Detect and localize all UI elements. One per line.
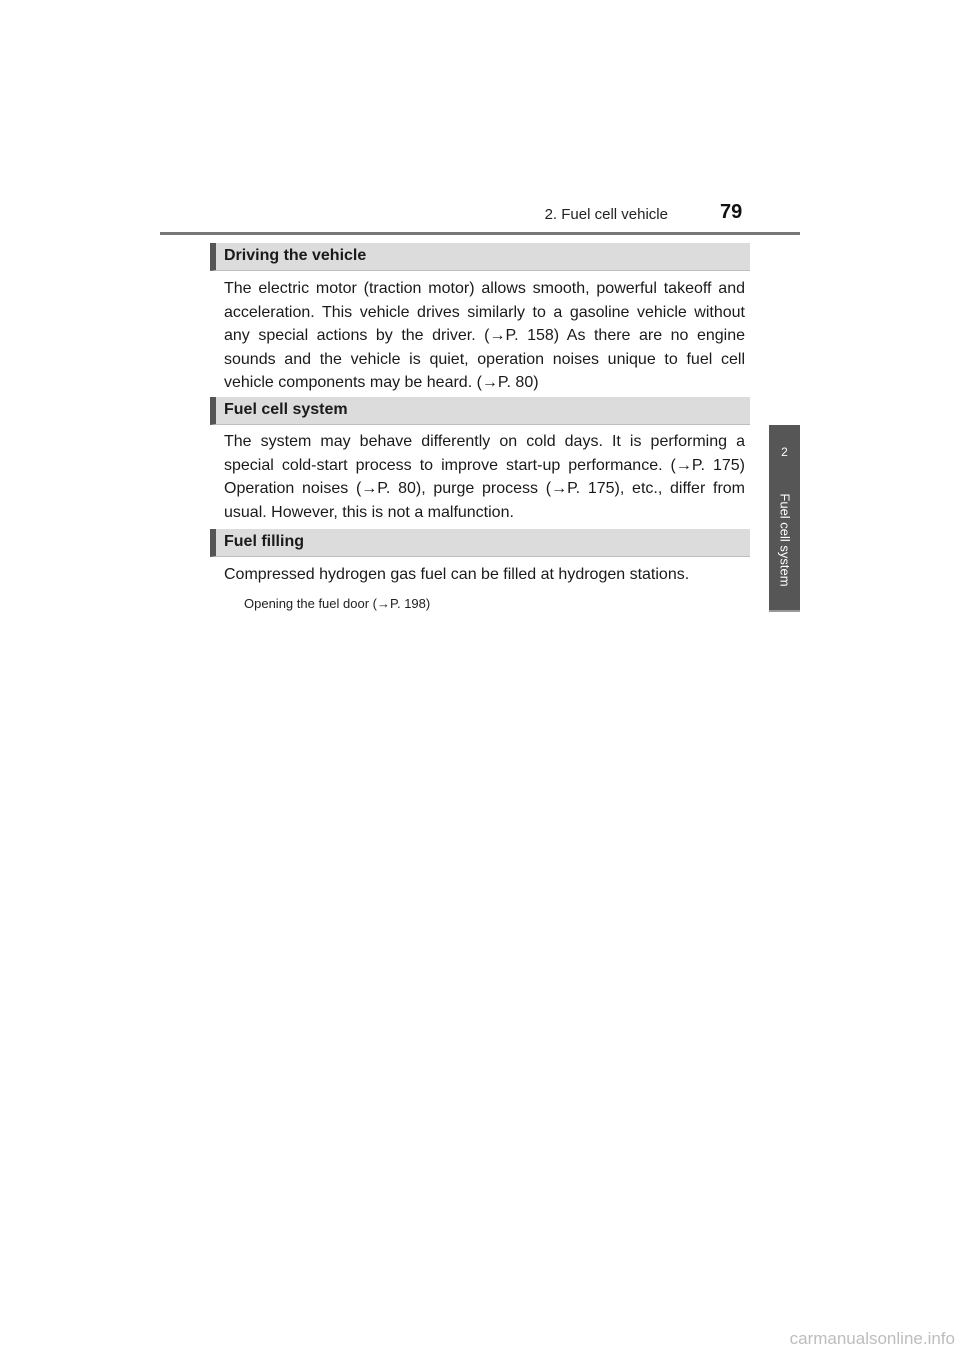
header-divider [160, 232, 800, 235]
chapter-side-tab [769, 425, 800, 612]
section-body-fuel-filling: Compressed hydrogen gas fuel can be filled at hydrogen stations. [224, 566, 690, 583]
fuel-door-reference: Opening the fuel door (→P. 198) [244, 596, 431, 611]
chapter-title: 2. Fuel cell vehicle [544, 206, 668, 223]
section-body-fuel-cell-system: The system may behave differently on cold days. It is performing a special cold-start process to improve start-up performance. (→P. 175) Operation noises (→P. 80), purge process (→P. 175), etc., differ from usual. However, this is not a malfunction. [224, 433, 745, 521]
section-title: Driving the vehicle [224, 247, 367, 264]
side-tab-label: Fuel cell system [777, 493, 792, 587]
side-tab-number: 2 [781, 445, 788, 459]
page-number: 79 [720, 201, 743, 223]
section-title: Fuel cell system [224, 401, 348, 418]
section-header-driving [210, 243, 750, 271]
section-header-fuel-cell-system [210, 397, 750, 425]
section-title: Fuel filling [224, 533, 304, 550]
site-watermark: carmanualsonline.info [789, 1329, 955, 1348]
section-header-fuel-filling [210, 529, 750, 557]
section-body-driving: The electric motor (traction motor) allows smooth, powerful takeoff and acceleration. This vehicle drives similarly to a gasoline vehicle without any special actions by the driver. (→P. 158) As there are no engine sounds and the vehicle is quiet, operation noises unique to fuel cell vehicle components may be heard. (→P. 80) [224, 280, 745, 391]
